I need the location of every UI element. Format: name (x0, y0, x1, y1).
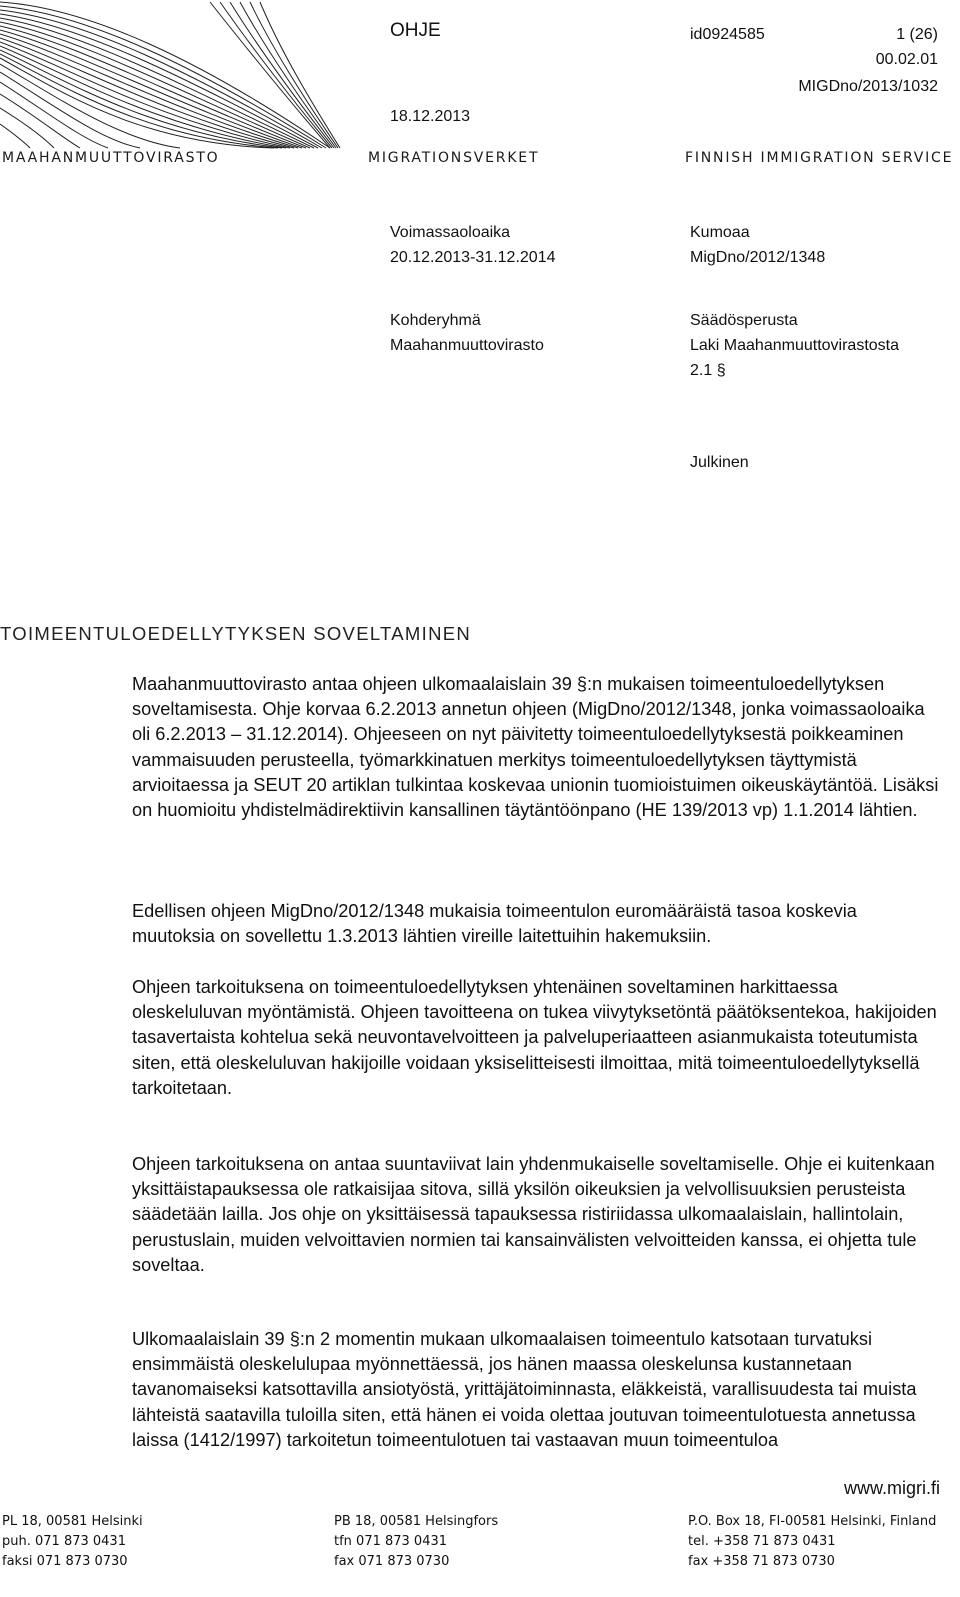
validity-label: Voimassaoloaika (390, 224, 511, 241)
page-number: 1 (26) (896, 26, 938, 43)
doc-code: 00.02.01 (875, 51, 938, 68)
body-paragraph: Ohjeen tarkoituksena on toimeentuloedellytyksen yhtenäinen soveltaminen harkittaessa oleskeluluvan myöntämistä. Ohjeen tavoitteena on tukea viivytyksetöntä päätöksentekoa, hakijoiden tasavertaista kohtelua sekä neuvontavelvoitteen ja palveluperiaatteen asianmukaista toteutumista siten, että oleskeluluvan hakijoille voidaan yksiselitteisesti ilmoittaa, mitä toimeentuloedellytyksellä tarkoitetaan. (132, 977, 937, 1098)
registration-number: MIGDno/2013/1032 (798, 78, 938, 95)
publicity-status: Julkinen (690, 454, 749, 471)
doc-date: 18.12.2013 (390, 108, 471, 125)
document-title: TOIMEENTULOEDELLYTYKSEN SOVELTAMINEN (0, 623, 472, 644)
footer-address-fi: PL 18, 00581 Helsinki puh. 071 873 0431 faksi 071 873 0730 (2, 1514, 143, 1569)
agency-name-en: FINNISH IMMIGRATION SERVICE (685, 150, 954, 166)
migri-logo (0, 0, 360, 150)
repeals-block (690, 220, 825, 270)
agency-name-sv: MIGRATIONSVERKET (368, 150, 540, 166)
body-paragraph: Ulkomaalaislain 39 §:n 2 momentin mukaan ulkomaalaisen toimeentulo katsotaan turvatuksi ensimmäistä oleskelulupaa myönnettäessä, jos hänen maassa oleskelunsa kustannetaan tavanomaiseksi katsottavilla ansiotyöstä, yrittäjätoiminnasta, eläkkeistä, varallisuudesta tai muista lähteistä saatavilla tuloilla siten, että hänen ei voida olettaa joutuvan toimeentulotuesta annetussa laissa (1412/1997) tarkoitetun toimeentulotuen tai vastaavan muun toimeentuloa (132, 1329, 917, 1450)
repeals-label: Kumoaa (690, 224, 750, 241)
validity-block (390, 220, 555, 270)
validity-value: 20.12.2013-31.12.2014 (390, 249, 556, 266)
legal-basis-block (690, 308, 899, 383)
repeals-value: MigDno/2012/1348 (690, 249, 826, 266)
legal-basis-line1: Laki Maahanmuuttovirastosta (690, 337, 899, 354)
body-paragraph: Edellisen ohjeen MigDno/2012/1348 mukaisia toimeentulon euromääräistä tasoa koskevia muutoksia on sovellettu 1.3.2013 lähtien vireille laitettuihin hakemuksiin. (132, 901, 857, 947)
website-link[interactable]: www.migri.fi (843, 1478, 940, 1498)
agency-name-fi: MAAHANMUUTTOVIRASTO (2, 150, 220, 166)
target-group-value: Maahanmuuttovirasto (390, 337, 544, 354)
doc-id: id0924585 (690, 26, 765, 43)
body-paragraph: Ohjeen tarkoituksena on antaa suuntaviivat lain yhdenmukaiselle soveltamiselle. Ohje ei kuitenkaan yksittäistapauksessa ole ratkaisijaa sitova, sillä yksilön oikeuksien ja velvollisuuksien perusteista säädetään lailla. Jos ohje on yksittäisessä tapauksessa ristiriidassa ulkomaalaislain, hallintolain, perustuslain, muiden velvoittavien normien tai kansainvälisten velvoitteiden kanssa, ei ohjetta tule soveltaa. (132, 1154, 935, 1275)
body-paragraph: Maahanmuuttovirasto antaa ohjeen ulkomaalaislain 39 §:n mukaisen toimeentuloedellytyksen soveltamisesta. Ohje korvaa 6.2.2013 annetun ohjeen (MigDno/2012/1348, jonka voimassaoloaika oli 6.2.2013 – 31.12.2014). Ohjeeseen on nyt päivitetty toimeentuloedellytyksestä poikkeaminen vammaisuuden perusteella, työmarkkinatuen merkitys toimeentuloedellytyksen täyttymistä arvioitaessa ja SEUT 20 artiklan tulkintaa koskevaa unionin tuomioistuimen oikeuskäytäntöä. Lisäksi on huomioitu yhdistelmädirektiivin kansallinen täytäntöönpano (HE 139/2013 vp) 1.1.2014 lähtien. (132, 674, 939, 821)
target-group-block (390, 308, 544, 358)
footer-address-en: P.O. Box 18, FI-00581 Helsinki, Finland tel. +358 71 873 0431 fax +358 71 873 0730 (688, 1514, 937, 1569)
doc-type: OHJE (390, 20, 441, 41)
legal-basis-label: Säädösperusta (690, 312, 798, 329)
footer-address-sv: PB 18, 00581 Helsingfors tfn 071 873 0431 fax 071 873 0730 (334, 1514, 499, 1569)
legal-basis-line2: 2.1 § (690, 362, 726, 379)
target-group-label: Kohderyhmä (390, 312, 481, 329)
